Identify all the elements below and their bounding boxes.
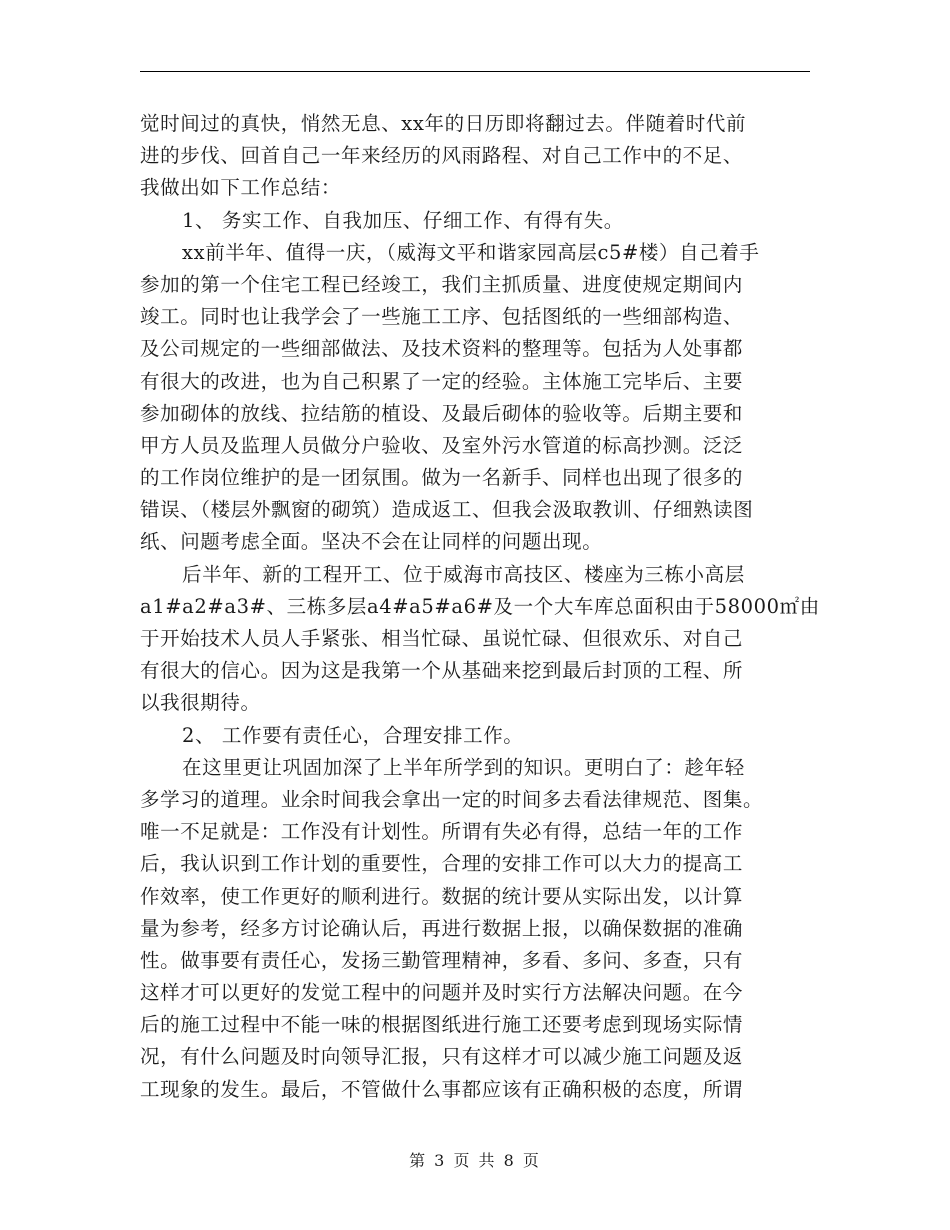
text-line: 竣工。同时也让我学会了一些施工工序、包括图纸的一些细部构造、 <box>140 305 744 329</box>
text-line: 及公司规定的一些细部做法、及技术资料的整理等。包括为人处事都 <box>140 337 744 361</box>
text-line: 况，有什么问题及时向领导汇报，只有这样才可以减少施工问题及返 <box>140 1045 744 1069</box>
text-line: xx前半年、值得一庆，（威海文平和谐家园高层c5#楼）自己着手 <box>182 240 760 264</box>
text-line: 有很大的信心。因为这是我第一个从基础来挖到最后封顶的工程、所 <box>140 659 744 683</box>
text-line: 性。做事要有责任心，发扬三勤管理精神，多看、多问、多查，只有 <box>140 948 744 972</box>
text-line: 有很大的改进，也为自己积累了一定的经验。主体施工完毕后、主要 <box>140 369 744 393</box>
text-line: 作效率，使工作更好的顺利进行。数据的统计要从实际出发，以计算 <box>140 884 744 908</box>
text-line: 觉时间过的真快，悄然无息、xx年的日历即将翻过去。伴随着时代前 <box>140 112 747 135</box>
text-line: 以我很期待。 <box>140 691 261 715</box>
section-heading: 2、 工作要有责任心，合理安排工作。 <box>182 723 524 747</box>
text-line: 量为参考，经多方讨论确认后，再进行数据上报，以确保数据的准确 <box>140 916 744 940</box>
text-line: 后半年、新的工程开工、位于威海市高技区、楼座为三栋小高层 <box>182 562 745 586</box>
section-heading: 1、 务实工作、自我加压、仔细工作、有得有失。 <box>182 208 624 232</box>
text-line: 于开始技术人员人手紧张、相当忙碌、虽说忙碌、但很欢乐、对自己 <box>140 627 744 650</box>
text-line: 参加砌体的放线、拉结筋的植设、及最后砌体的验收等。后期主要和 <box>140 401 744 425</box>
text-line: 甲方人员及监理人员做分户验收、及室外污水管道的标高抄测。泛泛 <box>140 433 744 457</box>
page-number: 第 3 页 共 8 页 <box>409 1151 541 1170</box>
text-line: 进的步伐、回首自己一年来经历的风雨路程、对自己工作中的不足、 <box>140 144 744 168</box>
text-line: 参加的第一个住宅工程已经竣工，我们主抓质量、进度使规定期间内 <box>140 272 744 296</box>
text-line: a1#a2#a3#、三栋多层a4#a5#a6#及一个大车库总面积由于58000㎡由 <box>140 594 820 618</box>
text-line: 后，我认识到工作计划的重要性，合理的安排工作可以大力的提高工 <box>140 852 744 876</box>
text-line: 工现象的发生。最后，不管做什么事都应该有正确积极的态度，所谓 <box>140 1077 744 1101</box>
text-line: 错误、（楼层外飘窗的砌筑）造成返工、但我会汲取教训、仔细熟读图 <box>140 498 754 522</box>
text-line: 唯一不足就是：工作没有计划性。所谓有失必有得，总结一年的工作 <box>140 820 744 844</box>
text-line: 后的施工过程中不能一味的根据图纸进行施工还要考虑到现场实际情 <box>140 1013 744 1037</box>
text-line: 在这里更让巩固加深了上半年所学到的知识。更明白了：趁年轻 <box>182 755 745 779</box>
header-rule <box>140 71 810 72</box>
text-line: 我做出如下工作总结： <box>140 176 342 200</box>
text-line: 这样才可以更好的发觉工程中的问题并及时实行方法解决问题。在今 <box>140 981 744 1005</box>
text-line: 的工作岗位维护的是一团氛围。做为一名新手、同样也出现了很多的 <box>140 466 744 490</box>
document-body <box>140 108 820 1106</box>
text-line: 多学习的道理。业余时间我会拿出一定的时间多去看法律规范、图集。 <box>140 787 764 811</box>
text-line: 纸、问题考虑全面。坚决不会在让同样的问题出现。 <box>140 530 603 554</box>
